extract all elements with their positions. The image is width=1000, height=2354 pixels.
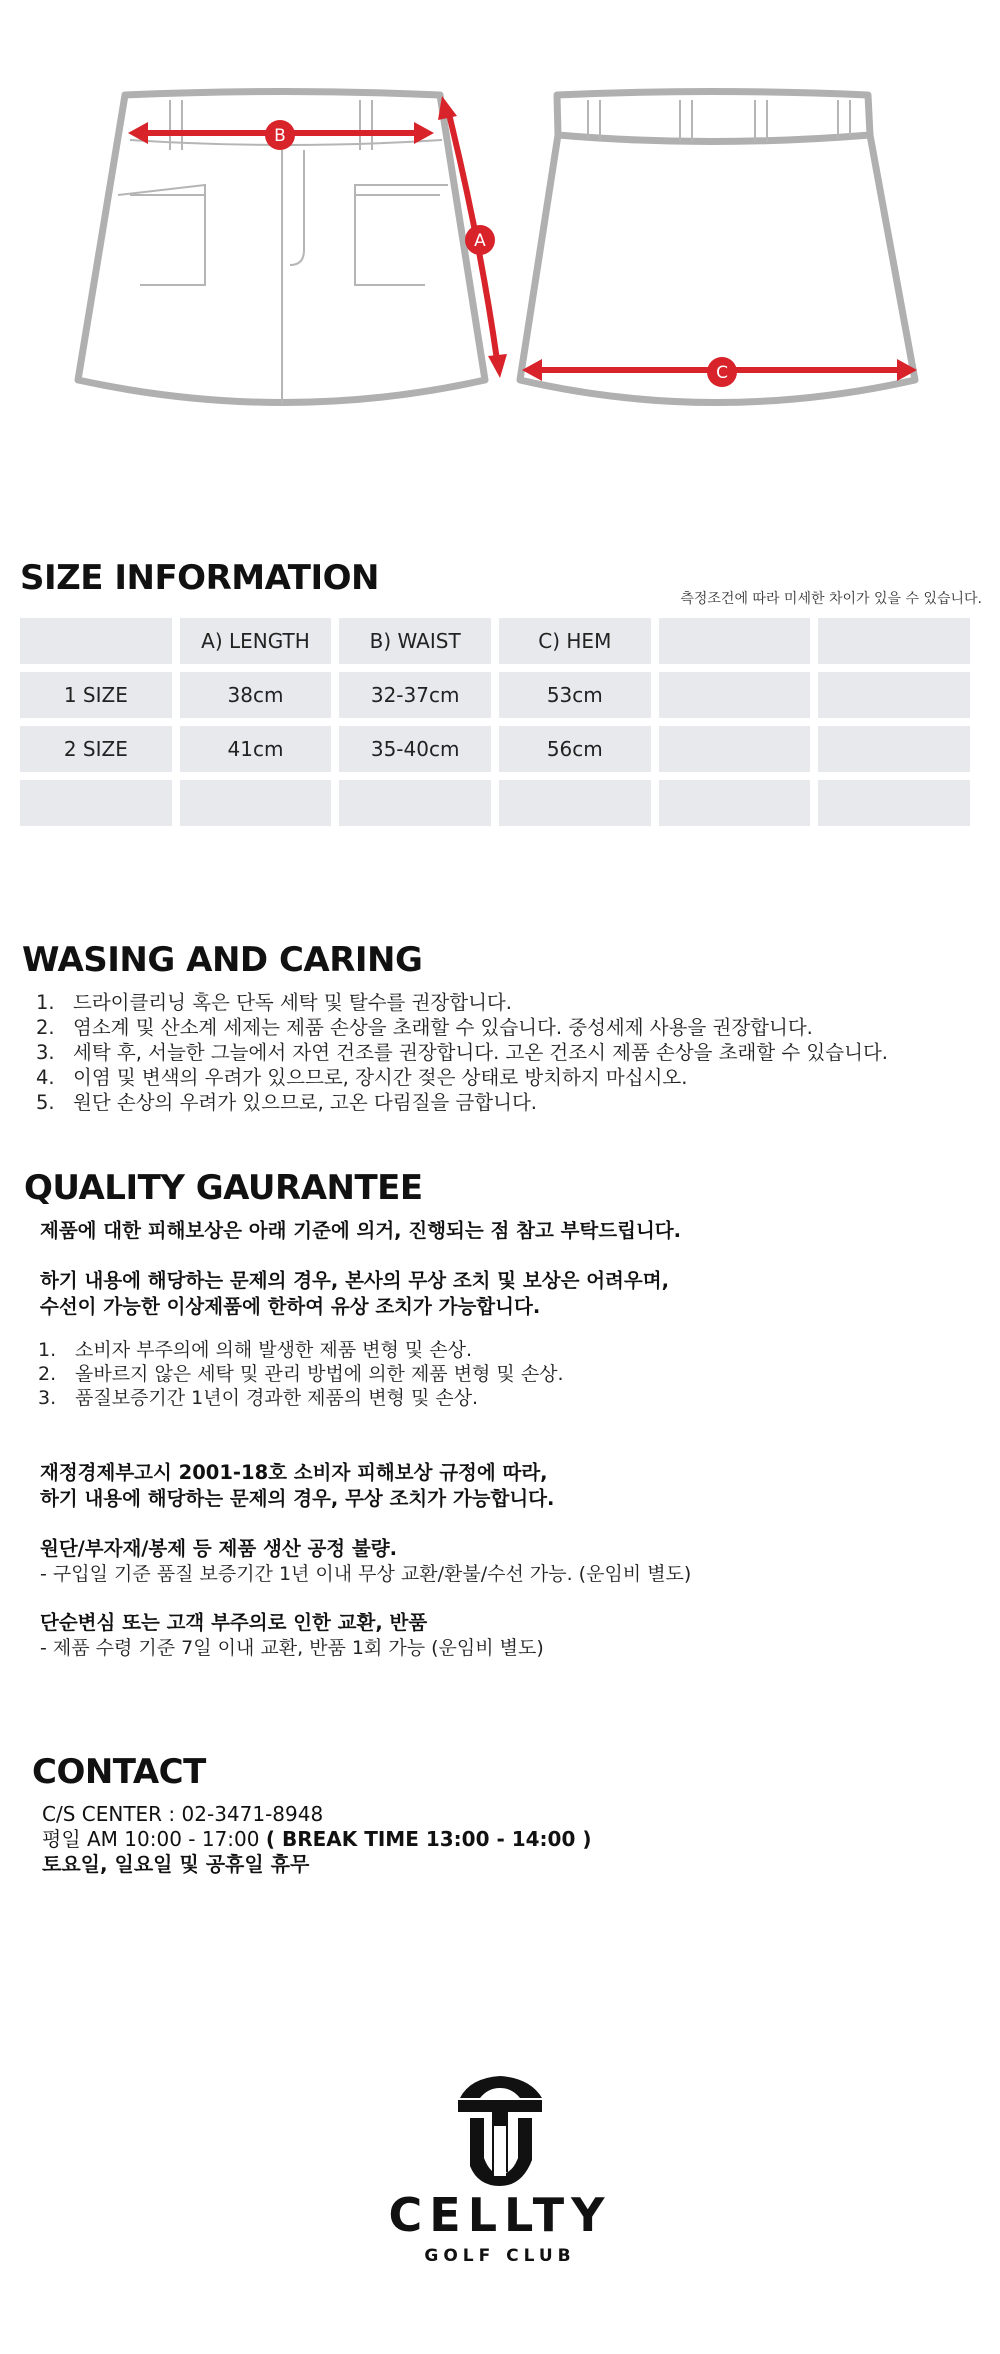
size-info-note: 측정조건에 따라 미세한 차이가 있을 수 있습니다. bbox=[680, 591, 982, 607]
list-item: 3. 세탁 후, 서늘한 그늘에서 자연 건조를 권장합니다. 고온 건조시 제품 손상을 초래할 수 있습니다. bbox=[36, 1041, 888, 1064]
table-header-cell bbox=[818, 618, 970, 664]
brand-name: CELLTY bbox=[388, 2188, 612, 2242]
contact-title: CONTACT bbox=[32, 1752, 206, 1792]
list-item: 2. 올바르지 않은 세탁 및 관리 방법에 의한 제품 변형 및 손상. bbox=[38, 1363, 564, 1385]
quality-paid-line1: 하기 내용에 해당하는 문제의 경우, 본사의 무상 조치 및 보상은 어려우며, bbox=[40, 1269, 669, 1292]
table-header-row bbox=[20, 618, 970, 664]
table-cell: 32-37cm bbox=[339, 672, 491, 718]
list-item: 2. 염소계 및 산소계 세제는 제품 손상을 초래할 수 있습니다. 중성세제 사용을 권장합니다. bbox=[36, 1016, 813, 1039]
table-cell bbox=[659, 672, 811, 718]
list-item: 5. 원단 손상의 우려가 있으므로, 고온 다림질을 금합니다. bbox=[36, 1091, 538, 1114]
quality-list bbox=[38, 1338, 564, 1410]
table-row bbox=[20, 726, 970, 772]
quality-paid-line2: 수선이 가능한 이상제품에 한하여 유상 조치가 가능합니다. bbox=[40, 1295, 541, 1318]
break-time: ( BREAK TIME 13:00 - 14:00 ) bbox=[265, 1827, 592, 1851]
list-item: 1. 드라이클리닝 혹은 단독 세탁 및 탈수를 권장합니다. bbox=[36, 991, 512, 1014]
table-cell: 1 SIZE bbox=[20, 672, 172, 718]
quality-reg-line1: 재정경제부고시 2001-18호 소비자 피해보상 규정에 따라, bbox=[40, 1461, 548, 1484]
skirt-measurement-diagram bbox=[0, 0, 1000, 440]
size-info-title: SIZE INFORMATION bbox=[20, 558, 379, 598]
table-cell bbox=[818, 672, 970, 718]
waist-arrow bbox=[128, 120, 434, 150]
table-cell: 56cm bbox=[499, 726, 651, 772]
table-header-cell: B) WAIST bbox=[339, 618, 491, 664]
list-item: 4. 이염 및 변색의 우려가 있으므로, 장시간 젖은 상태로 방치하지 마십시오. bbox=[36, 1066, 688, 1089]
defect-text: - 구입일 기준 품질 보증기간 1년 이내 무상 교환/환불/수선 가능. (운임비 별도) bbox=[40, 1563, 692, 1585]
table-header-cell bbox=[20, 618, 172, 664]
label-b: B bbox=[274, 126, 286, 146]
table-cell: 2 SIZE bbox=[20, 726, 172, 772]
table-cell bbox=[180, 780, 332, 826]
quality-title: QUALITY GAURANTEE bbox=[24, 1168, 423, 1208]
table-cell bbox=[20, 780, 172, 826]
cs-center: C/S CENTER : 02-3471-8948 bbox=[42, 1802, 324, 1826]
table-header-cell: C) HEM bbox=[499, 618, 651, 664]
washing-list bbox=[36, 990, 888, 1115]
closed-days: 토요일, 일요일 및 공휴일 휴무 bbox=[42, 1852, 310, 1876]
quality-intro: 제품에 대한 피해보상은 아래 기준에 의거, 진행되는 점 참고 부탁드립니다. bbox=[40, 1219, 682, 1242]
hem-arrow bbox=[522, 357, 917, 387]
list-item: 1. 소비자 부주의에 의해 발생한 제품 변형 및 손상. bbox=[38, 1339, 473, 1361]
table-cell: 41cm bbox=[180, 726, 332, 772]
business-hours: 평일 AM 10:00 - 17:00 ( BREAK TIME 13:00 - 14:00 ) bbox=[42, 1827, 592, 1851]
cellty-logo-mark bbox=[450, 2070, 550, 2190]
brand-sub: GOLF CLUB bbox=[424, 2246, 576, 2266]
size-table bbox=[12, 610, 978, 834]
change-title: 단순변심 또는 고객 부주의로 인한 교환, 반품 bbox=[40, 1611, 428, 1634]
table-row bbox=[20, 672, 970, 718]
table-cell bbox=[499, 780, 651, 826]
table-cell: 35-40cm bbox=[339, 726, 491, 772]
change-text: - 제품 수령 기준 7일 이내 교환, 반품 1회 가능 (운임비 별도) bbox=[40, 1637, 544, 1659]
quality-reg-line2: 하기 내용에 해당하는 문제의 경우, 무상 조치가 가능합니다. bbox=[40, 1487, 555, 1510]
table-header-cell: A) LENGTH bbox=[180, 618, 332, 664]
table-cell bbox=[659, 780, 811, 826]
table-cell: 38cm bbox=[180, 672, 332, 718]
label-c: C bbox=[716, 363, 728, 383]
list-item: 3. 품질보증기간 1년이 경과한 제품의 변형 및 손상. bbox=[38, 1387, 479, 1409]
label-a: A bbox=[474, 231, 486, 251]
table-cell bbox=[818, 726, 970, 772]
table-header-cell bbox=[659, 618, 811, 664]
table-cell bbox=[339, 780, 491, 826]
table-cell bbox=[818, 780, 970, 826]
defect-title: 원단/부자재/봉제 등 제품 생산 공정 불량. bbox=[40, 1537, 397, 1560]
table-cell: 53cm bbox=[499, 672, 651, 718]
washing-title: WASING AND CARING bbox=[22, 940, 423, 980]
table-row bbox=[20, 780, 970, 826]
table-cell bbox=[659, 726, 811, 772]
